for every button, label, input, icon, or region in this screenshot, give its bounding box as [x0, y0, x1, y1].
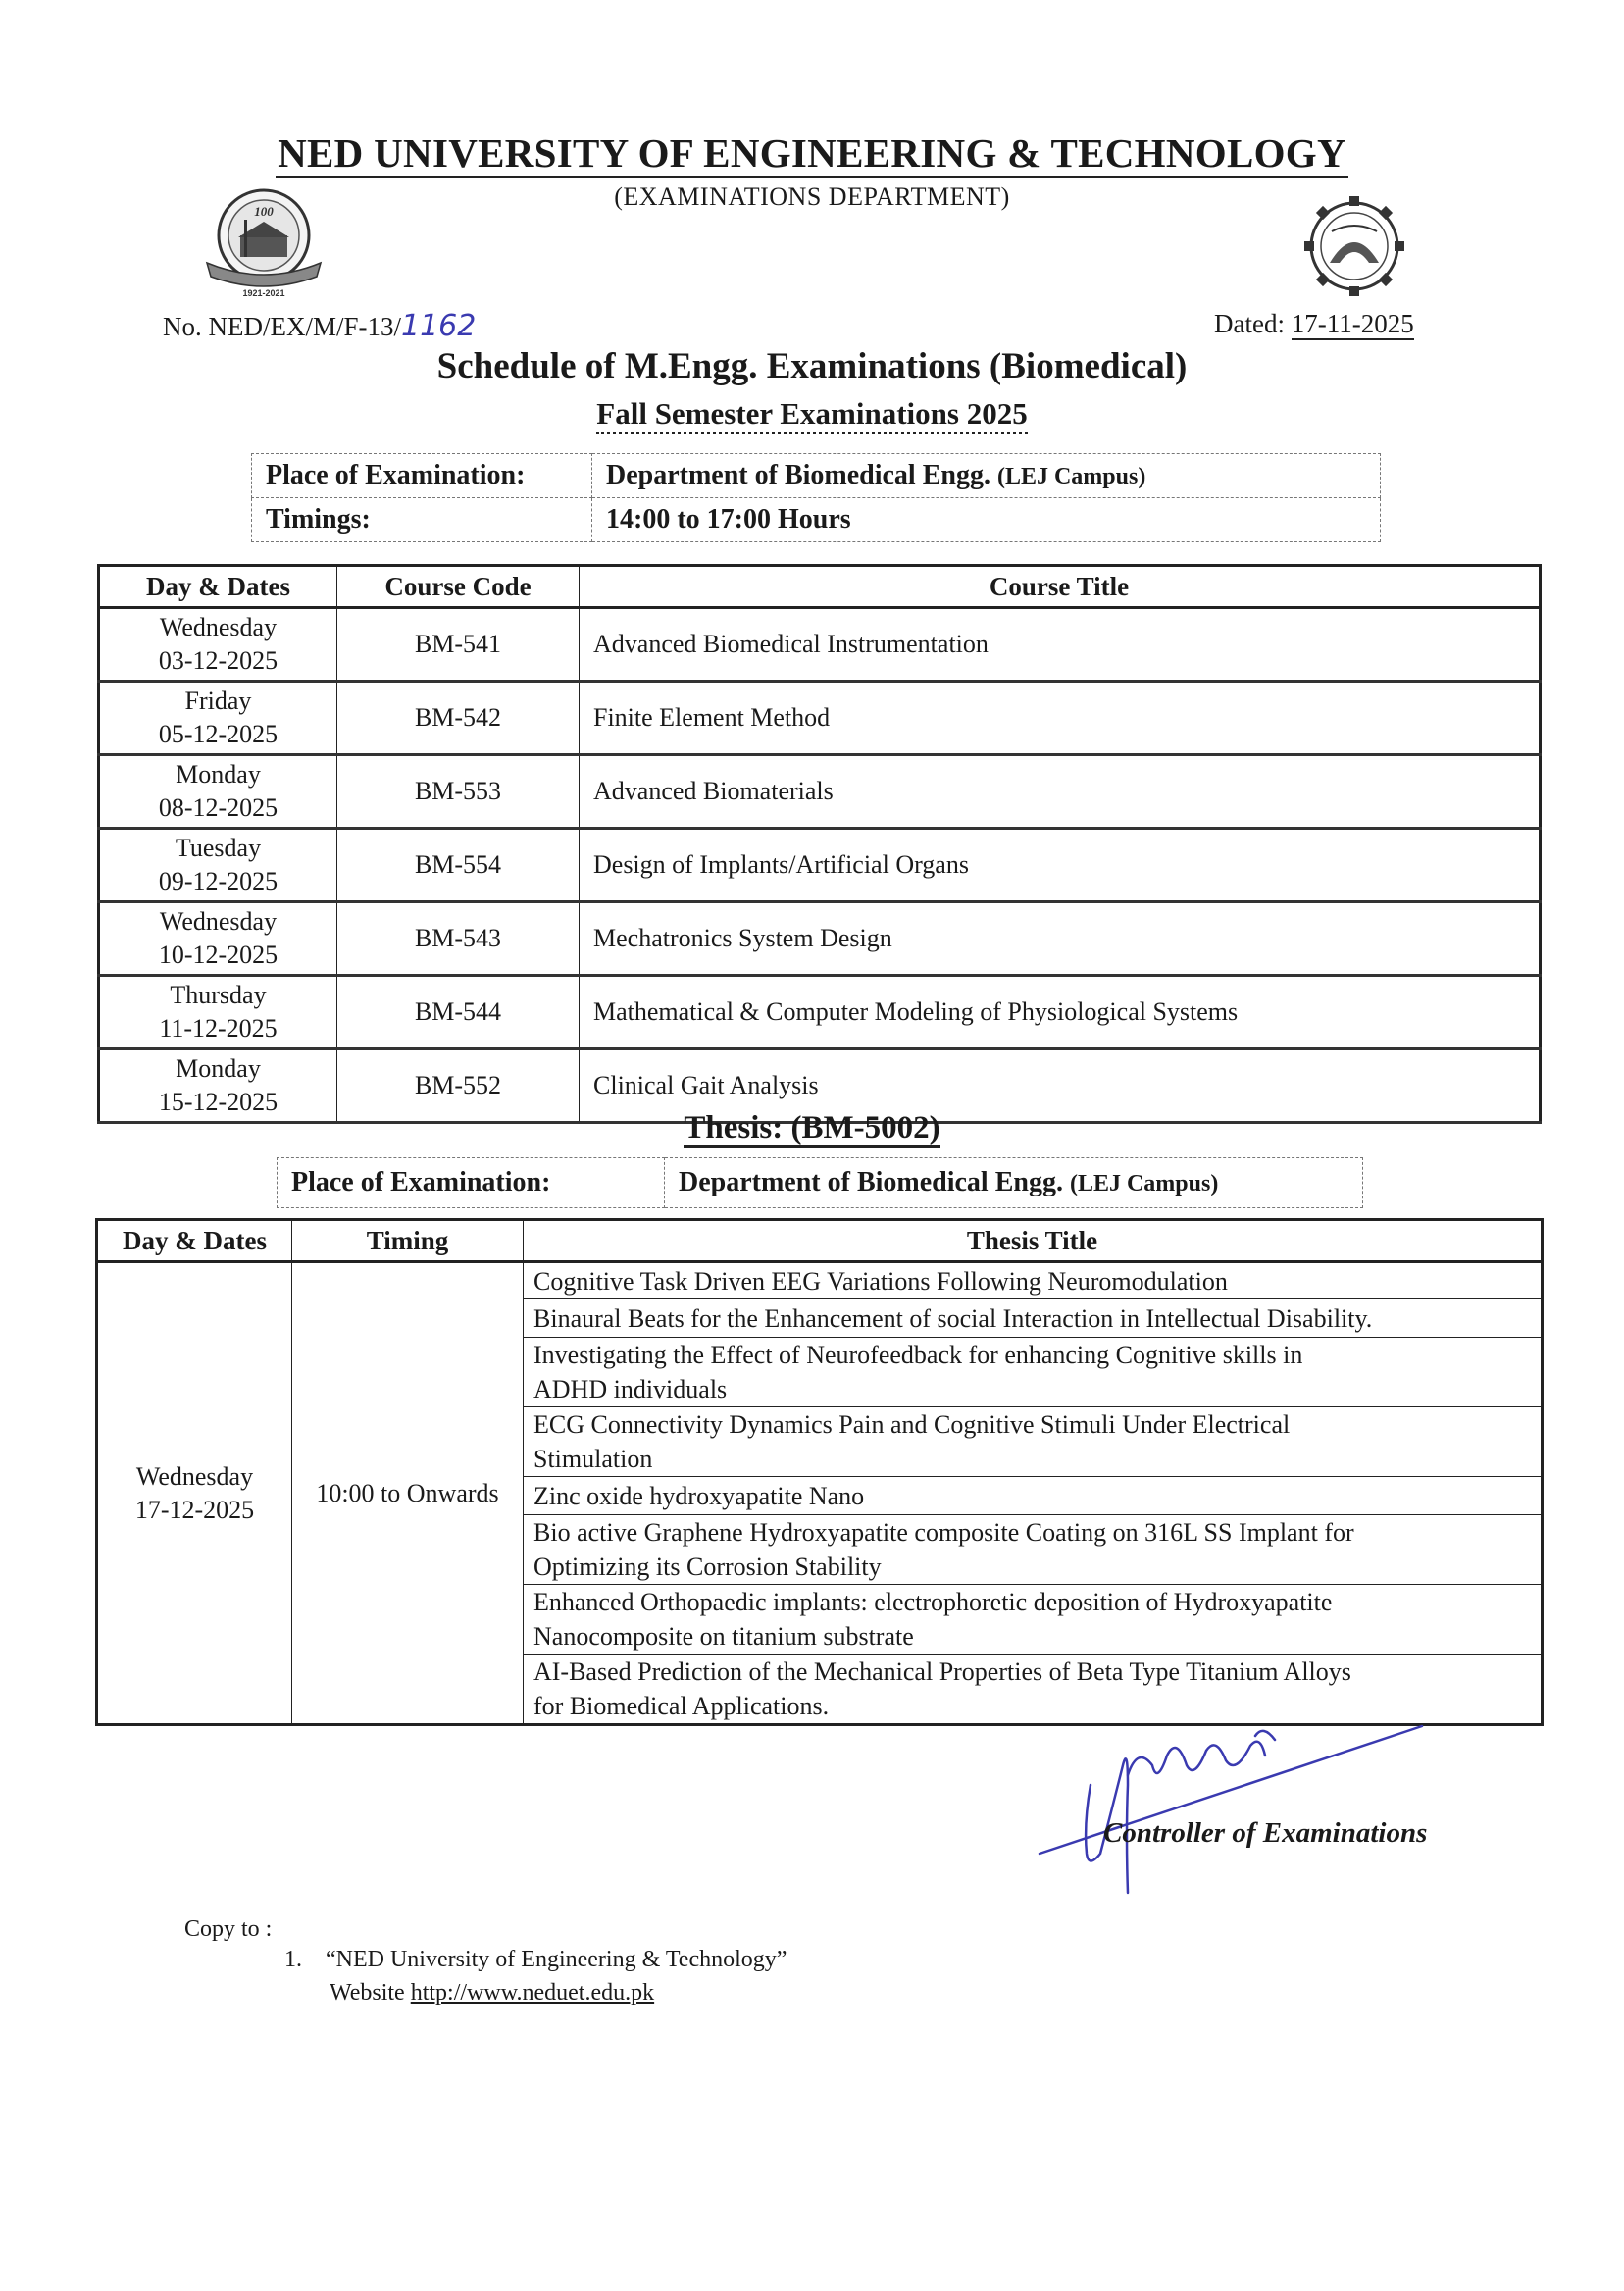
course-code-cell: BM-552: [337, 1049, 580, 1123]
timings-value: 14:00 to 17:00 Hours: [592, 498, 1381, 542]
course-title-cell: Mathematical & Computer Modeling of Physiological Systems: [580, 976, 1541, 1049]
thesis-title-line: Enhanced Orthopaedic implants: electrophoretic deposition of Hydroxyapatite: [533, 1588, 1333, 1616]
reference-number: [163, 309, 476, 343]
thesis-schedule-table: [95, 1218, 1544, 1726]
timings-label: Timings:: [252, 498, 592, 542]
table-header-row: [99, 566, 1541, 608]
controller-of-examinations: Controller of Examinations: [1103, 1817, 1428, 1849]
thesis-title-line: Investigating the Effect of Neurofeedback for enhancing Cognitive skills in: [533, 1341, 1303, 1369]
exam-info-box: [251, 453, 1381, 542]
thesis-title-cell: [524, 1477, 1543, 1515]
course-title-cell: Advanced Biomedical Instrumentation: [580, 608, 1541, 682]
date: 11-12-2025: [159, 1014, 278, 1043]
header-course-code: Course Code: [337, 566, 580, 608]
thesis-title-line: ADHD individuals: [533, 1375, 728, 1403]
date: 05-12-2025: [158, 720, 279, 748]
dated-label: Dated:: [1214, 309, 1285, 338]
day-date-cell: [99, 755, 337, 829]
thesis-title-line: Stimulation: [533, 1445, 653, 1473]
course-title-cell: Mechatronics System Design: [580, 902, 1541, 976]
day: Monday: [176, 1054, 261, 1083]
thesis-title-cell: [524, 1585, 1543, 1655]
day: Monday: [176, 760, 261, 789]
thesis-timing-cell: 10:00 to Onwards: [292, 1262, 524, 1725]
day: Wednesday: [159, 907, 278, 936]
thesis-row: [97, 1262, 1543, 1299]
course-code-cell: BM-541: [337, 608, 580, 682]
thesis-heading: [0, 1110, 1624, 1146]
place-value-text: Department of Biomedical Engg.: [606, 460, 990, 490]
thesis-title-cell: [524, 1338, 1543, 1407]
thesis-date: 17-12-2025: [134, 1495, 255, 1524]
dated-value: 17-11-2025: [1291, 309, 1414, 338]
thesis-place-row: [278, 1158, 1363, 1208]
university-name-text: NED UNIVERSITY OF ENGINEERING & TECHNOLOGY: [276, 130, 1348, 178]
copy-item-text: “NED University of Engineering & Technology”: [326, 1947, 787, 1972]
date: 08-12-2025: [158, 793, 279, 822]
place-campus: (LEJ Campus): [996, 464, 1146, 489]
website-link[interactable]: http://www.neduet.edu.pk: [410, 1980, 655, 2006]
date: 10-12-2025: [158, 941, 279, 969]
thesis-info-box: [277, 1157, 1363, 1208]
copy-item-number: 1.: [284, 1947, 302, 1972]
course-title-cell: Design of Implants/Artificial Organs: [580, 829, 1541, 902]
date: 03-12-2025: [158, 646, 279, 675]
place-value: [592, 454, 1381, 498]
course-code-cell: BM-554: [337, 829, 580, 902]
exam-schedule-table: [97, 564, 1542, 1124]
day-date-cell: [99, 608, 337, 682]
signature-icon: [1030, 1706, 1442, 1903]
schedule-title: Schedule of M.Engg. Examinations (Biomedical): [436, 346, 1188, 386]
svg-text:100: 100: [254, 204, 274, 219]
course-title-cell: Clinical Gait Analysis: [580, 1049, 1541, 1123]
ned-gear-emblem-icon: [1293, 192, 1416, 300]
website-line: [330, 1980, 654, 2007]
header-timing: Timing: [292, 1220, 524, 1262]
header-thesis-title: Thesis Title: [524, 1220, 1543, 1262]
department-name: (EXAMINATIONS DEPARTMENT): [614, 182, 1010, 211]
day: Wednesday: [159, 613, 278, 641]
thesis-place-value-text: Department of Biomedical Engg.: [679, 1167, 1063, 1197]
thesis-place-campus: (LEJ Campus): [1069, 1171, 1219, 1196]
header-day-dates: Day & Dates: [99, 566, 337, 608]
thesis-title-line: ECG Connectivity Dynamics Pain and Cognitive Stimuli Under Electrical: [533, 1410, 1291, 1439]
thesis-title-line: Cognitive Task Driven EEG Variations Following Neuromodulation: [533, 1266, 1228, 1296]
table-row: [99, 682, 1541, 755]
thesis-title-line: Nanocomposite on titanium substrate: [533, 1622, 914, 1651]
svg-text:1921-2021: 1921-2021: [242, 288, 285, 298]
thesis-title-line: for Biomedical Applications.: [533, 1692, 830, 1720]
thesis-title-cell: [524, 1299, 1543, 1338]
thesis-title-cell: [524, 1407, 1543, 1477]
thesis-title-line: Binaural Beats for the Enhancement of social Interaction in Intellectual Disability.: [533, 1303, 1373, 1333]
thesis-title-cell: [524, 1262, 1543, 1299]
table-row: [99, 976, 1541, 1049]
course-title-cell: Advanced Biomaterials: [580, 755, 1541, 829]
table-row: [99, 902, 1541, 976]
table-row: [99, 608, 1541, 682]
header-course-title: Course Title: [580, 566, 1541, 608]
date: 09-12-2025: [158, 867, 279, 895]
course-code-cell: BM-542: [337, 682, 580, 755]
day-date-cell: [99, 682, 337, 755]
course-title-cell: Finite Element Method: [580, 682, 1541, 755]
day: Thursday: [170, 981, 267, 1009]
issue-date: [1214, 309, 1414, 339]
day-date-cell: [99, 829, 337, 902]
thesis-day-date-cell: [97, 1262, 292, 1725]
thesis-place-value: [665, 1158, 1363, 1208]
copy-to-label: Copy to :: [184, 1916, 273, 1942]
course-code-cell: BM-553: [337, 755, 580, 829]
thesis-title-line: Optimizing its Corrosion Stability: [533, 1553, 882, 1581]
course-code-cell: BM-543: [337, 902, 580, 976]
thesis-title-cell: [524, 1515, 1543, 1585]
thesis-header-row: [97, 1220, 1543, 1262]
ned-centenary-logo-icon: [201, 184, 327, 300]
reference-number-label: No. NED/EX/M/F-13/: [163, 312, 401, 341]
thesis-place-label: Place of Examination:: [278, 1158, 665, 1208]
table-row: [99, 829, 1541, 902]
website-label: Website: [330, 1980, 405, 2006]
date: 15-12-2025: [158, 1088, 279, 1116]
semester-title: [0, 396, 1624, 432]
place-label: Place of Examination:: [252, 454, 592, 498]
day: Tuesday: [175, 834, 262, 862]
place-row: [252, 454, 1381, 498]
university-name: [0, 129, 1624, 177]
day: Friday: [184, 687, 252, 715]
timings-row: [252, 498, 1381, 542]
thesis-title-line: Zinc oxide hydroxyapatite Nano: [533, 1481, 865, 1510]
table-row: [99, 755, 1541, 829]
copy-to-item: [284, 1947, 787, 1973]
thesis-heading-text: Thesis: (BM-5002): [684, 1110, 939, 1148]
header-day-dates: Day & Dates: [97, 1220, 292, 1262]
thesis-day: Wednesday: [135, 1461, 254, 1491]
thesis-title-line: Bio active Graphene Hydroxyapatite composite Coating on 316L SS Implant for: [533, 1518, 1354, 1547]
handwritten-number: 1162: [401, 309, 477, 343]
semester-title-text: Fall Semester Examinations 2025: [596, 396, 1027, 434]
day-date-cell: [99, 902, 337, 976]
day-date-cell: [99, 976, 337, 1049]
thesis-title-line: AI-Based Prediction of the Mechanical Properties of Beta Type Titanium Alloys: [533, 1657, 1351, 1686]
course-code-cell: BM-544: [337, 976, 580, 1049]
